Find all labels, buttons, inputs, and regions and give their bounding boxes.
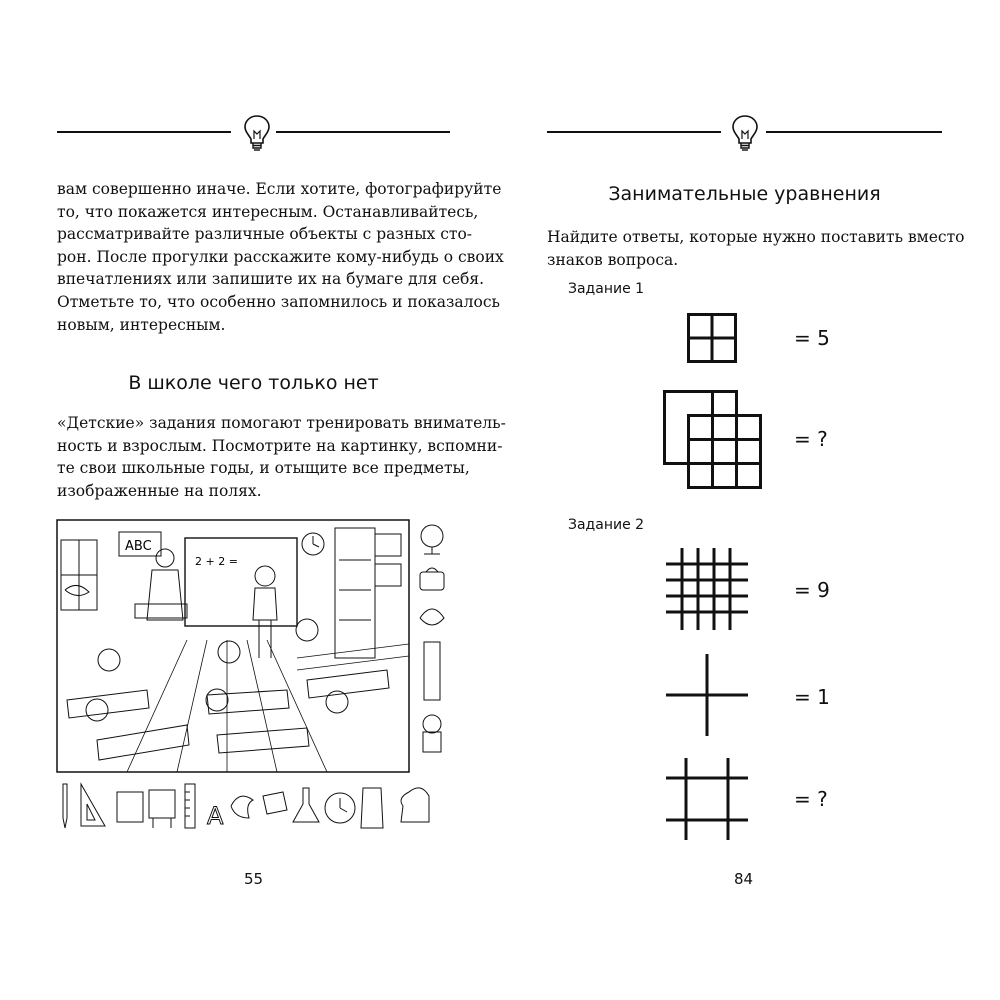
flower-icon	[420, 609, 444, 625]
goat-icon	[149, 790, 175, 828]
section-heading-school: В школе чего только нет	[128, 372, 379, 394]
page-number-right: 84	[734, 870, 754, 888]
margin-items-bottom	[57, 778, 450, 834]
owl-icon	[423, 715, 441, 733]
board-equation: 2 + 2 =	[195, 555, 238, 568]
text-line: знаков вопроса.	[547, 250, 679, 269]
task-2-figure-cross	[666, 654, 748, 736]
task-2-equation-1: = 9	[794, 578, 830, 602]
flask-icon	[293, 788, 319, 822]
globe-icon	[421, 525, 443, 547]
triangle-ruler-icon	[81, 784, 105, 826]
text-line: те свои школьные годы, и отыщите все предметы,	[57, 459, 470, 478]
paragraph-instructions	[547, 226, 965, 271]
bag-icon	[420, 572, 444, 590]
text-line: изображенные на полях.	[57, 481, 262, 500]
text-line: рон. После прогулки расскажите кому-нибудь о своих	[57, 247, 504, 266]
page-number-left: 55	[244, 870, 264, 888]
text-line: новым, интересным.	[57, 315, 226, 334]
task-2-equation-2: = 1	[794, 685, 830, 709]
margin-items-right	[414, 520, 450, 772]
task-2-label: Задание 2	[568, 517, 645, 533]
text-line: Найдите ответы, которые нужно поставить вместо	[547, 228, 965, 246]
ruler-icon	[185, 784, 195, 828]
task-2-figure-grid	[666, 548, 748, 630]
classroom-illustration	[57, 520, 409, 772]
dog-icon	[401, 788, 429, 822]
header-rule-right	[766, 131, 942, 133]
text-line: Отметьте то, что особенно запомнилось и показалось	[57, 292, 500, 311]
task-1-figure-grid	[687, 313, 737, 363]
task-1-label: Задание 1	[568, 281, 645, 297]
header-rule-right	[276, 131, 450, 133]
paragraph-walk	[57, 178, 504, 336]
text-line: ность и взрослым. Посмотрите на картинку, вспомни-	[57, 436, 503, 455]
lightbulb-icon	[728, 112, 762, 154]
note-icon	[263, 792, 287, 814]
abc-sign: ABC	[125, 539, 152, 554]
jar-icon	[361, 788, 383, 828]
brush-icon	[63, 784, 67, 828]
lightbulb-icon	[240, 112, 274, 154]
paragraph-school	[57, 412, 506, 502]
header-rule-left	[547, 131, 721, 133]
task-2-equation-3: = ?	[794, 787, 828, 811]
text-line: то, что покажется интересным. Останавливайтесь,	[57, 202, 479, 221]
text-line: «Детские» задания помогают тренировать вниматель-	[57, 414, 506, 432]
section-heading-equations: Занимательные уравнения	[608, 183, 881, 205]
text-line: вам совершенно иначе. Если хотите, фотографируйте	[57, 180, 502, 198]
cat-icon	[424, 642, 440, 700]
right-page	[500, 0, 1000, 1000]
shell-icon	[231, 796, 253, 818]
letter-a-icon: A	[207, 802, 224, 830]
picture-frame-icon	[117, 792, 143, 822]
task-1-equation-2: = ?	[794, 427, 828, 451]
task-2-figure-hash	[666, 758, 748, 840]
header-rule-left	[57, 131, 231, 133]
task-1-figure-overlap	[663, 390, 763, 492]
text-line: рассматривайте различные объекты с разных сто-	[57, 225, 473, 244]
task-1-equation-1: = 5	[794, 326, 830, 350]
text-line: впечатлениях или запишите их на бумаге для себя.	[57, 270, 485, 289]
